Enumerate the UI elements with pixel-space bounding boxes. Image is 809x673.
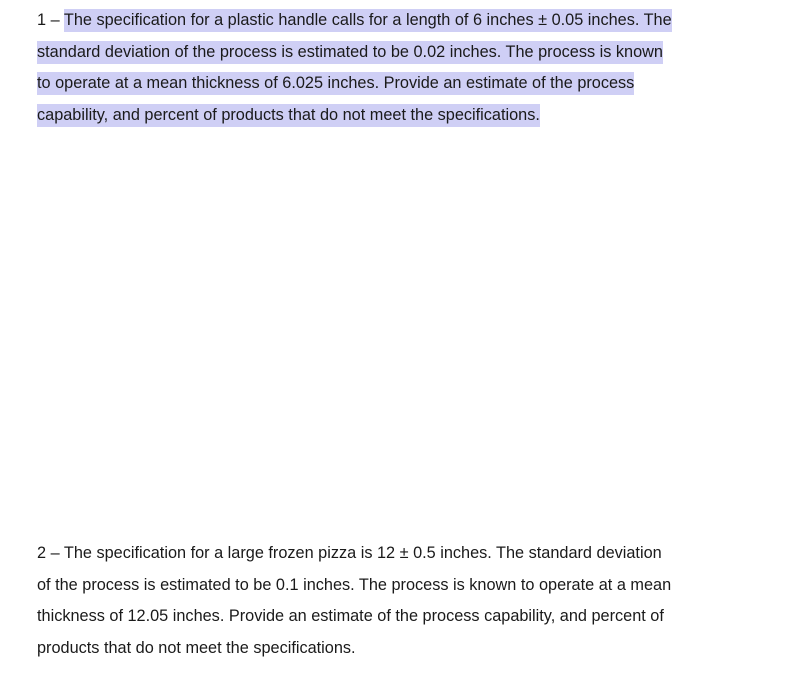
question-1-dash: – <box>46 11 64 29</box>
question-2-line-1 <box>37 541 757 573</box>
question-2-line-3 <box>37 604 757 636</box>
question-2 <box>37 541 757 667</box>
question-2-number: 2 <box>37 544 47 562</box>
question-1-text-line-4[interactable]: capability, and percent of products that do not meet the specifications. <box>37 104 540 127</box>
question-1-line-1 <box>37 8 757 40</box>
question-2-text-line-3[interactable]: thickness of 12.05 inches. Provide an estimate of the process capability, and percent of <box>37 607 664 625</box>
question-2-dash: – <box>46 544 64 562</box>
question-1-text-line-2[interactable]: standard deviation of the process is estimated to be 0.02 inches. The process is known <box>37 41 663 64</box>
question-1-text-line-1[interactable]: The specification for a plastic handle calls for a length of 6 inches ± 0.05 inches. The <box>64 9 672 32</box>
question-2-line-4 <box>37 636 757 668</box>
question-2-text-line-1[interactable]: The specification for a large frozen pizza is 12 ± 0.5 inches. The standard deviation <box>63 544 662 562</box>
question-1-line-4 <box>37 103 757 135</box>
question-1-text-line-3[interactable]: to operate at a mean thickness of 6.025 inches. Provide an estimate of the process <box>37 72 634 95</box>
question-2-text-line-4[interactable]: products that do not meet the specifications. <box>37 638 356 657</box>
question-1 <box>37 8 757 134</box>
question-1-line-3 <box>37 71 757 103</box>
question-2-text-line-2[interactable]: of the process is estimated to be 0.1 inches. The process is known to operate at a mean <box>37 575 672 594</box>
question-1-number: 1 <box>37 11 47 29</box>
question-1-line-2 <box>37 40 757 72</box>
question-2-line-2 <box>37 573 757 605</box>
